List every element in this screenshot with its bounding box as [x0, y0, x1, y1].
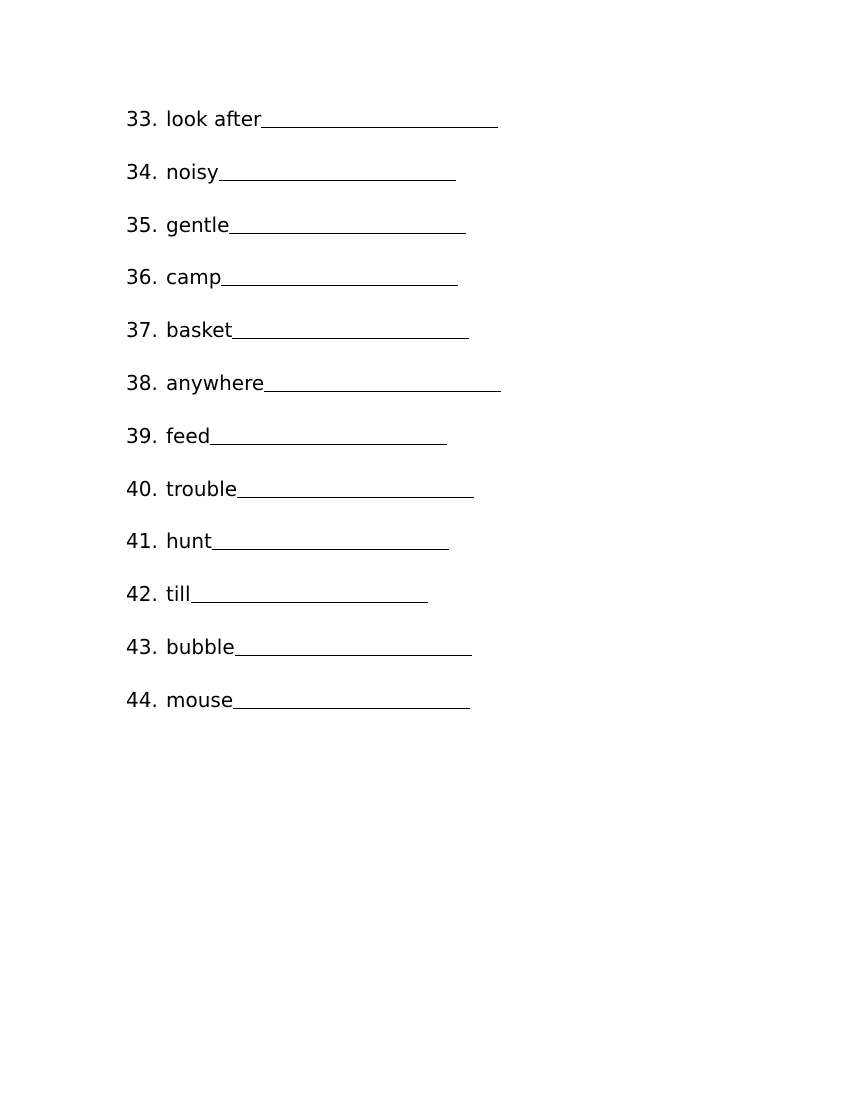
answer-blank[interactable]	[264, 369, 501, 392]
item-number: 37.	[126, 318, 158, 343]
item-word: bubble	[166, 634, 235, 659]
answer-blank[interactable]	[219, 158, 456, 181]
list-item	[126, 475, 501, 528]
answer-blank[interactable]	[229, 211, 466, 234]
answer-blank[interactable]	[210, 422, 447, 445]
item-word: mouse	[166, 687, 234, 712]
list-item	[126, 422, 501, 475]
item-number: 34.	[126, 159, 158, 184]
answer-blank[interactable]	[235, 633, 472, 656]
item-number: 39.	[126, 423, 158, 448]
list-item	[126, 633, 501, 686]
item-number: 42.	[126, 582, 158, 607]
item-word: feed	[166, 423, 211, 448]
item-word: gentle	[166, 212, 230, 237]
item-number: 38.	[126, 370, 158, 395]
list-item	[126, 527, 501, 580]
item-word: anywhere	[166, 370, 265, 395]
item-number: 40.	[126, 476, 158, 501]
item-word: camp	[166, 265, 222, 290]
item-number: 41.	[126, 529, 158, 554]
item-number: 44.	[126, 687, 158, 712]
answer-blank[interactable]	[191, 580, 428, 603]
list-item	[126, 686, 501, 739]
vocabulary-list	[126, 105, 501, 739]
answer-blank[interactable]	[221, 263, 458, 286]
list-item	[126, 263, 501, 316]
item-word: till	[166, 582, 191, 607]
item-number: 33.	[126, 107, 158, 131]
item-word: hunt	[166, 529, 212, 554]
item-word: basket	[166, 318, 233, 343]
list-item	[126, 316, 501, 369]
item-number: 36.	[126, 265, 158, 290]
list-item	[126, 211, 501, 264]
answer-blank[interactable]	[233, 686, 470, 709]
answer-blank[interactable]	[232, 316, 469, 339]
list-item	[126, 369, 501, 422]
item-word: look after	[166, 107, 262, 131]
item-number: 35.	[126, 212, 158, 237]
answer-blank[interactable]	[212, 527, 449, 550]
item-number: 43.	[126, 634, 158, 659]
list-item	[126, 105, 501, 158]
item-word: trouble	[166, 476, 238, 501]
answer-blank[interactable]	[237, 475, 474, 498]
item-word: noisy	[166, 159, 219, 184]
answer-blank[interactable]	[261, 105, 498, 128]
list-item	[126, 580, 501, 633]
list-item	[126, 158, 501, 211]
